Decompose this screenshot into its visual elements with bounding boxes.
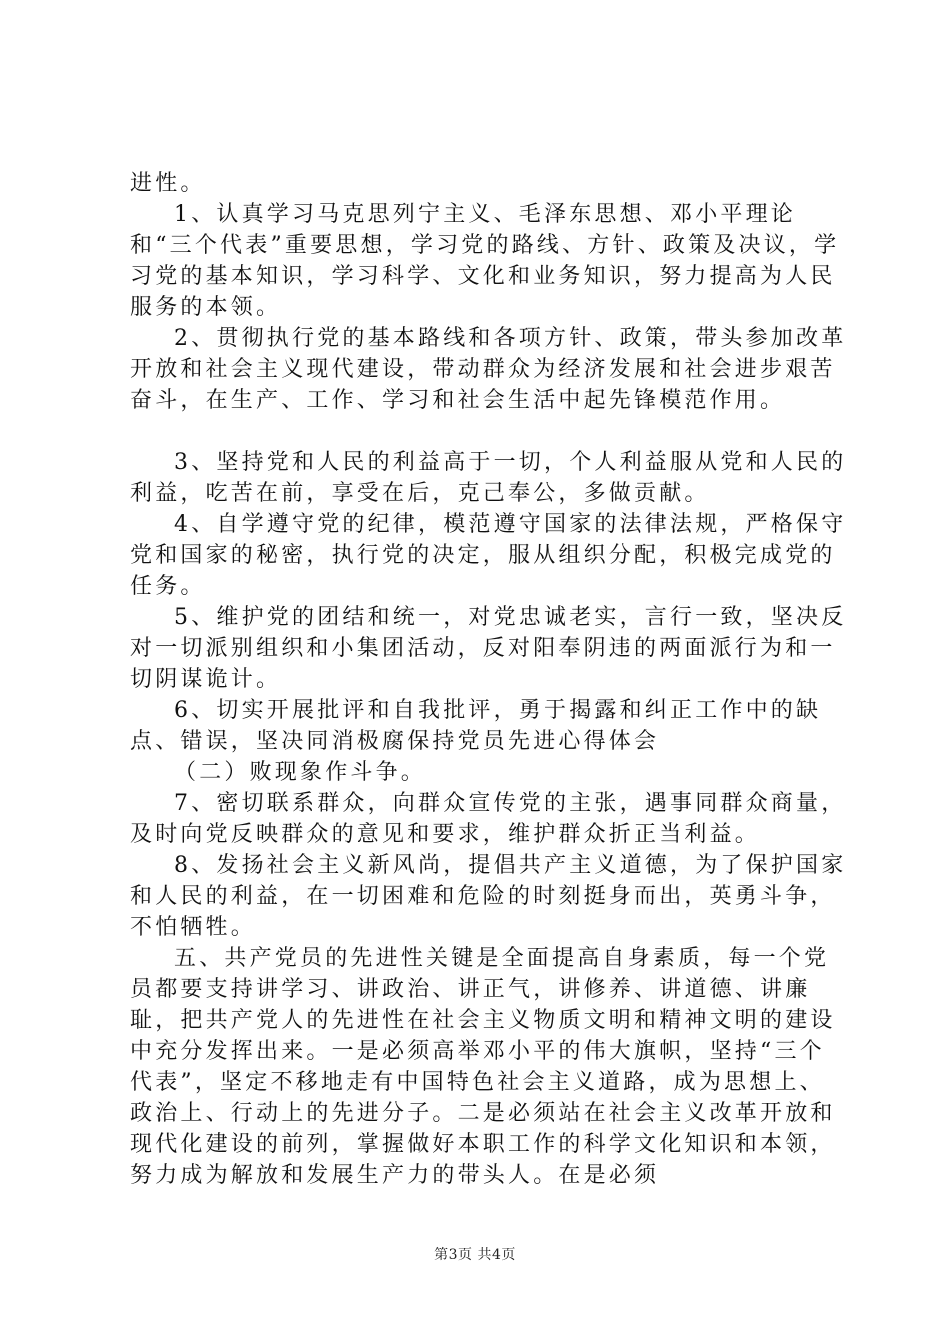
paragraph-item-4: 4、自学遵守党的纪律，模范遵守国家的法律法规，严格保守党和国家的秘密，执行党的决定，服从组织分配，积极完成党的任务。	[130, 512, 847, 599]
paragraph-item-5: 5、维护党的团结和统一，对党忠诚老实，言行一致，坚决反对一切派别组织和小集团活动，反对阳奉阴违的两面派行为和一切阴谋诡计。	[130, 605, 847, 692]
paragraph-subheading: （二）败现象作斗争。	[174, 760, 427, 785]
paragraph-section-5: 五、共产党员的先进性关键是全面提高自身素质，每一个党员都要支持讲学习、讲政治、讲正气，讲修养、讲道德、讲廉耻，把共产党人的先进性在社会主义物质文明和精神文明的建设中充分发挥出来。一是必须高举邓小平的伟大旗帜，坚持“三个代表”，坚定不移地走有中国特色社会主义道路，成为思想上、政治上、行动上的先进分子。二是必须站在社会主义改革开放和现代化建设的前列，掌握做好本职工作的科学文化知识和本领，努力成为解放和发展生产力的带头人。在是必须	[130, 946, 836, 1188]
paragraph-continuation: 进性。	[130, 171, 206, 196]
document-body	[130, 168, 850, 1191]
page-footer: 第3页 共4页	[434, 1247, 516, 1263]
paragraph-item-8: 8、发扬社会主义新风尚，提倡共产主义道德，为了保护国家和人民的利益，在一切困难和危险的时刻挺身而出，英勇斗争，不怕牺牲。	[130, 853, 847, 940]
paragraph-item-6: 6、切实开展批评和自我批评，勇于揭露和纠正工作中的缺点、错误，坚决同消极腐保持党员先进心得体会	[130, 698, 822, 754]
paragraph-item-1: 1、认真学习马克思列宁主义、毛泽东思想、邓小平理论和“三个代表”重要思想，学习党的路线、方针、政策及决议，学习党的基本知识，学习科学、文化和业务知识，努力提高为人民服务的本领。	[130, 202, 840, 320]
paragraph-item-2: 2、贯彻执行党的基本路线和各项方针、政策，带头参加改革开放和社会主义现代建设，带动群众为经济发展和社会进步艰苦奋斗，在生产、工作、学习和社会生活中起先锋模范作用。	[130, 326, 847, 413]
paragraph-item-3: 3、坚持党和人民的利益高于一切，个人利益服从党和人民的利益，吃苦在前，享受在后，克己奉公，多做贡献。	[130, 450, 847, 506]
paragraph-item-7: 7、密切联系群众，向群众宣传党的主张，遇事同群众商量，及时向党反映群众的意见和要求，维护群众折正当利益。	[130, 791, 847, 847]
